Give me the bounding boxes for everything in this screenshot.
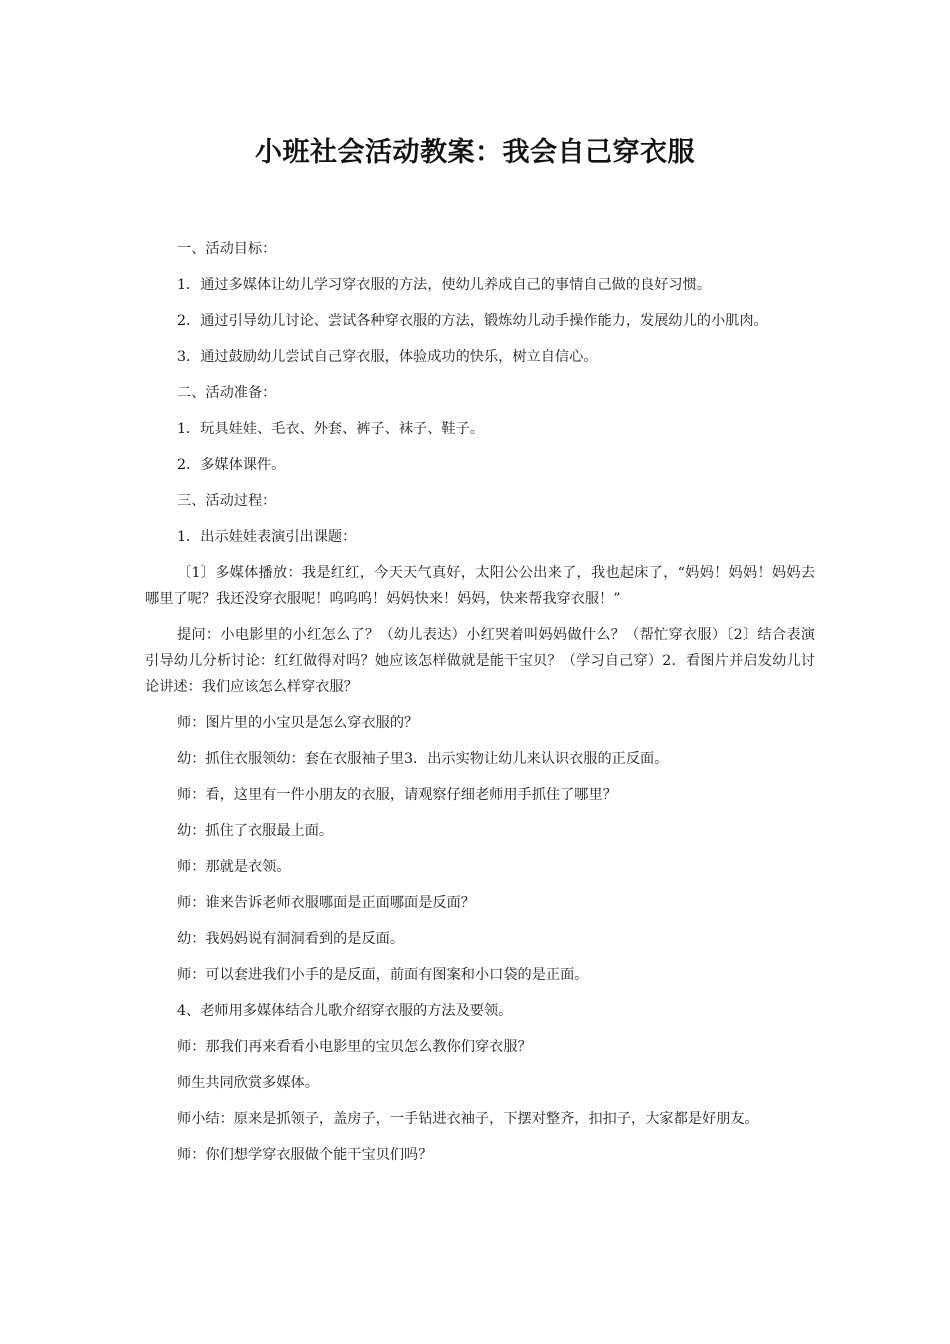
section-heading-process: 三、活动过程：: [177, 493, 277, 509]
paragraph: 1．通过多媒体让幼儿学习穿衣服的方法，使幼儿养成自己的事情自己做的良好习惯。: [177, 277, 711, 293]
paragraph: 师：图片里的小宝贝是怎么穿衣服的？: [177, 715, 419, 731]
paragraph: 幼：抓住了衣服最上面。: [177, 823, 334, 839]
paragraph: 幼：抓住衣服领幼：套在衣服袖子里3．出示实物让幼儿来认识衣服的正反面。: [177, 751, 669, 767]
page-title: 小班社会活动教案：我会自己穿衣服: [255, 137, 695, 168]
paragraph: 师：那我们再来看看小电影里的宝贝怎么教你们穿衣服？: [177, 1039, 532, 1055]
paragraph: 师：谁来告诉老师衣服哪面是正面哪面是反面？: [177, 895, 475, 911]
paragraph: 师：那就是衣领。: [177, 859, 291, 875]
paragraph: 2．通过引导幼儿讨论、尝试各种穿衣服的方法，锻炼幼儿动手操作能力，发展幼儿的小肌肉。: [177, 313, 768, 329]
paragraph: 师：看，这里有一件小朋友的衣服，请观察仔细老师用手抓住了哪里？: [177, 787, 617, 803]
paragraph: 2．多媒体课件。: [177, 457, 286, 473]
paragraph: 1．出示娃娃表演引出课题：: [177, 529, 357, 545]
paragraph: 幼：我妈妈说有洞洞看到的是反面。: [177, 931, 405, 947]
paragraph: 师生共同欣赏多媒体。: [177, 1075, 319, 1091]
paragraph: 3．通过鼓励幼儿尝试自己穿衣服，体验成功的快乐，树立自信心。: [177, 349, 598, 365]
paragraph: 提问：小电影里的小红怎么了？（幼儿表达）小红哭着叫妈妈做什么？（帮忙穿衣服）〔2〕结合表演引导幼儿分析讨论：红红做得对吗？她应该怎样做就是能干宝贝？（学习自己穿）2．看图片并启发幼儿讨论讲述：我们应该怎么样穿衣服？: [145, 627, 815, 695]
paragraph: 师：你们想学穿衣服做个能干宝贝们吗？: [177, 1147, 433, 1163]
section-heading-goals: 一、活动目标：: [177, 241, 277, 257]
document-body: [145, 236, 815, 1168]
paragraph: 1．玩具娃娃、毛衣、外套、裤子、袜子、鞋子。: [177, 421, 484, 437]
paragraph: 4、老师用多媒体结合儿歌介绍穿衣服的方法及要领。: [177, 1003, 513, 1019]
paragraph: 〔1〕多媒体播放：我是红红，今天天气真好，太阳公公出来了，我也起床了，“妈妈！妈妈！妈妈去哪里了呢？我还没穿衣服呢！呜呜呜！妈妈快来！妈妈，快来帮我穿衣服！”: [145, 565, 815, 607]
paragraph: 师小结：原来是抓领子，盖房子，一手钻进衣袖子，下摆对整齐，扣扣子，大家都是好朋友。: [177, 1111, 759, 1127]
section-heading-preparation: 二、活动准备：: [177, 385, 277, 401]
paragraph: 师：可以套进我们小手的是反面，前面有图案和小口袋的是正面。: [177, 967, 589, 983]
